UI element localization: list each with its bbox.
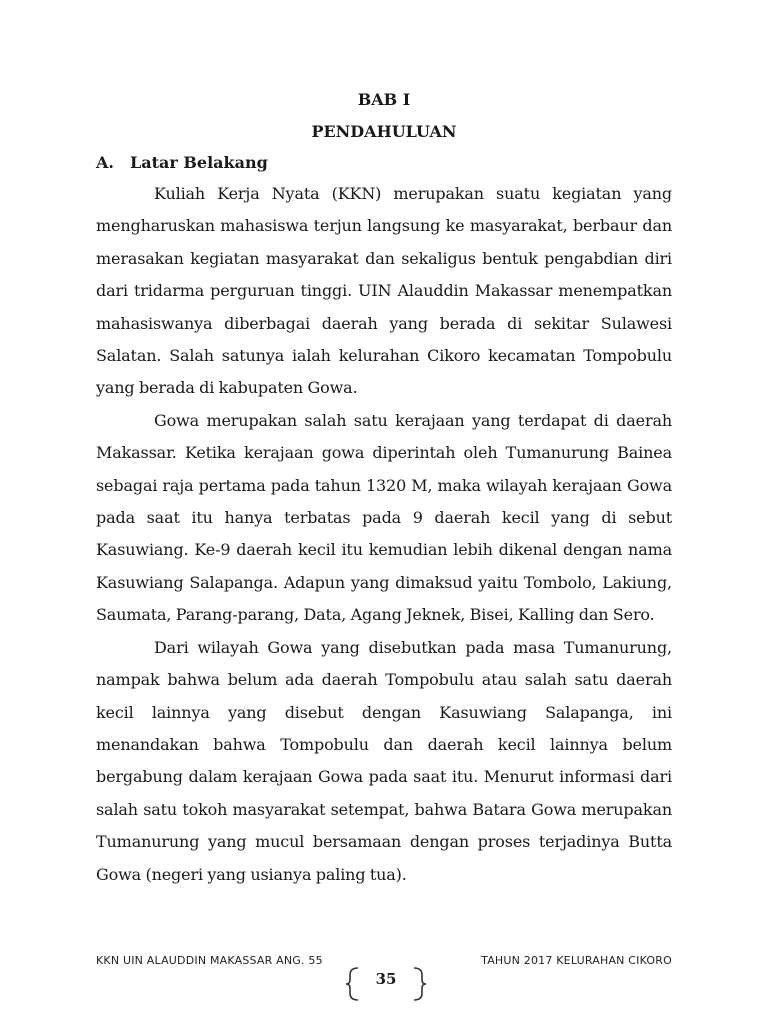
chapter-label: BAB I (357, 90, 411, 109)
paragraph: Dari wilayah Gowa yang disebutkan pada masa Tumanurung, nampak bahwa belum ada daerah Tompobulu atau salah satu daerah kecil lainnya yang disebut dengan Kasuwiang Salapanga, ini menandakan bahwa Tompobulu dan daerah kecil lainnya belum bergabung dalam kerajaan Gowa pada saat itu. Menurut informasi dari salah satu tokoh masyarakat setempat, bahwa Batara Gowa merupakan Tumanurung yang mucul bersamaan dengan proses terjadinya Butta Gowa (negeri yang usianya paling tua). (96, 637, 672, 884)
paragraph: Kuliah Kerja Nyata (KKN) merupakan suatu kegiatan yang mengharuskan mahasiswa terjun langsung ke masyarakat, berbaur dan merasakan kegiatan masyarakat dan sekaligus bentuk pengabdian diri dari tridarma perguruan tinggi. UIN Alauddin Makassar menempatkan mahasiswanya diberbagai daerah yang berada di sekitar Sulawesi Salatan. Salah satunya ialah kelurahan Cikoro kecamatan Tompobulu yang berada di kabupaten Gowa. (96, 184, 672, 398)
page-number: 35 (375, 970, 397, 988)
footer-right-text: TAHUN 2017 KELURAHAN CIKORO (481, 954, 672, 967)
document-page (96, 84, 672, 891)
section-heading (96, 152, 672, 174)
page-number-badge (344, 966, 428, 1002)
section-title: Latar Belakang (130, 153, 268, 172)
section-number: A. (96, 153, 114, 172)
footer-left-text: KKN UIN ALAUDDIN MAKASSAR ANG. 55 (96, 954, 323, 967)
body-text (96, 178, 672, 891)
paragraph: Gowa merupakan salah satu kerajaan yang terdapat di daerah Makassar. Ketika kerajaan gowa diperintah oleh Tumanurung Bainea sebagai raja pertama pada tahun 1320 M, maka wilayah kerajaan Gowa pada saat itu hanya terbatas pada 9 daerah kecil yang di sebut Kasuwiang. Ke-9 daerah kecil itu kemudian lebih dikenal dengan nama Kasuwiang Salapanga. Adapun yang dimaksud yaitu Tombolo, Lakiung, Saumata, Parang-parang, Data, Agang Jeknek, Bisei, Kalling dan Sero. (96, 410, 672, 625)
chapter-title: PENDAHULUAN (311, 122, 457, 141)
